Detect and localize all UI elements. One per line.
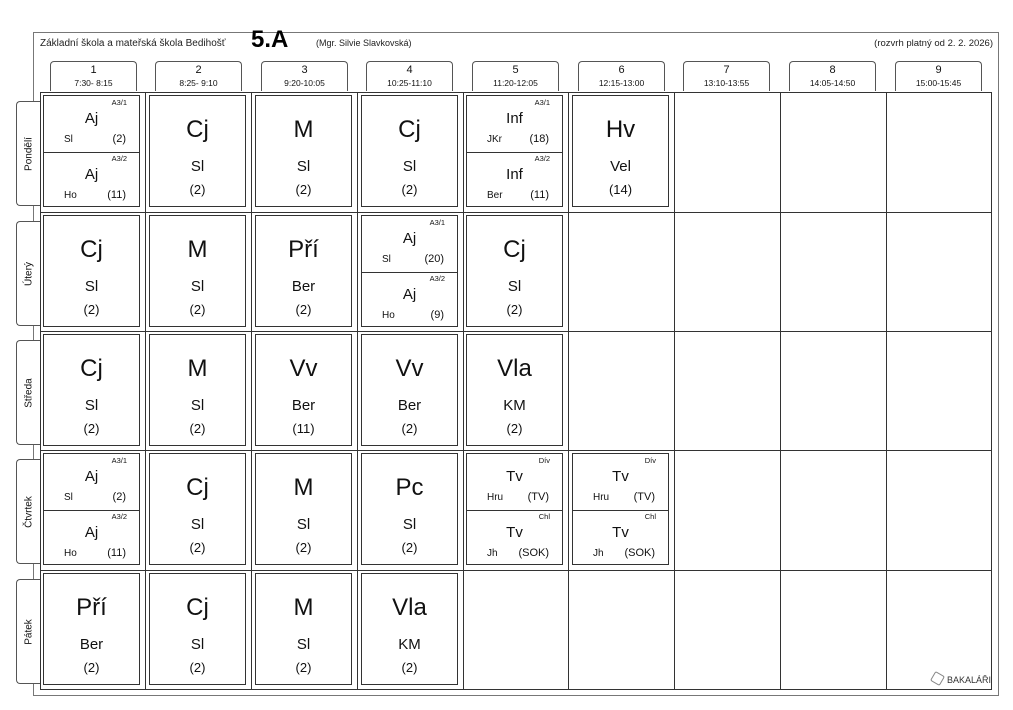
grid-line — [357, 92, 358, 690]
day-label-friday: Pátek — [16, 579, 40, 684]
period-header-8: 8 14:05-14:50 — [789, 61, 876, 91]
period-header-3: 3 9:20-10:05 — [261, 61, 348, 91]
class-teacher: (Mgr. Silvie Slavkovská) — [316, 38, 412, 48]
grid-line — [40, 570, 992, 571]
lesson-cell[interactable] — [466, 453, 563, 565]
class-name: 5.A — [251, 26, 289, 53]
lesson-cell[interactable]: M Sl (2) — [255, 453, 352, 565]
hexagon-icon — [930, 671, 945, 686]
period-header-4: 4 10:25-11:10 — [366, 61, 453, 91]
grid-line — [40, 450, 992, 451]
grid-line — [568, 92, 569, 690]
day-label-thursday: Čtvrtek — [16, 459, 40, 564]
lesson-cell[interactable]: Hv Vel (14) — [572, 95, 669, 207]
grid-line — [40, 212, 992, 213]
lesson-cell[interactable]: Cj Sl (2) — [149, 573, 246, 685]
lesson-cell[interactable] — [466, 95, 563, 207]
lesson-cell[interactable]: Cj Sl (2) — [149, 95, 246, 207]
lesson-group: A3/1 Aj Sl (2) — [44, 96, 139, 153]
grid-line — [674, 92, 675, 690]
bakalari-logo: BAKALÁŘI — [932, 673, 991, 685]
lesson-cell[interactable]: M Sl (2) — [255, 573, 352, 685]
lesson-cell[interactable]: Vv Ber (11) — [255, 334, 352, 446]
lesson-cell[interactable]: Pří Ber (2) — [43, 573, 140, 685]
period-header-1: 1 7:30- 8:15 — [50, 61, 137, 91]
lesson-cell[interactable] — [361, 215, 458, 327]
day-label-tuesday: Úterý — [16, 221, 40, 326]
period-header-7: 7 13:10-13:55 — [683, 61, 770, 91]
lesson-cell[interactable]: Cj Sl (2) — [43, 334, 140, 446]
lesson-group: A3/2 Aj Ho (11) — [64, 512, 127, 559]
lesson-cell[interactable]: Vla KM (2) — [361, 573, 458, 685]
lesson-cell[interactable]: M Sl (2) — [149, 215, 246, 327]
lesson-cell[interactable]: Cj Sl (2) — [149, 453, 246, 565]
school-name: Základní škola a mateřská škola Bedihošť — [40, 38, 226, 49]
day-label-wednesday: Středa — [16, 340, 40, 445]
lesson-cell[interactable]: Cj Sl (2) — [466, 215, 563, 327]
validity-date: (rozvrh platný od 2. 2. 2026) — [874, 38, 993, 49]
grid-line — [40, 331, 992, 332]
lesson-cell[interactable] — [43, 453, 140, 565]
lesson-cell[interactable]: Cj Sl (2) — [361, 95, 458, 207]
lesson-cell[interactable]: Vla KM (2) — [466, 334, 563, 446]
lesson-group: A3/2 Aj Ho (9) — [382, 274, 445, 321]
grid-line — [251, 92, 252, 690]
lesson-cell[interactable]: Pc Sl (2) — [361, 453, 458, 565]
grid-line — [463, 92, 464, 690]
period-header-5: 5 11:20-12:05 — [472, 61, 559, 91]
lesson-cell[interactable]: Cj Sl (2) — [43, 215, 140, 327]
grid-line — [886, 92, 887, 690]
period-header-9: 9 15:00-15:45 — [895, 61, 982, 91]
period-header-6: 6 12:15-13:00 — [578, 61, 665, 91]
lesson-cell[interactable]: M Sl (2) — [255, 95, 352, 207]
lesson-cell[interactable]: M Sl (2) — [149, 334, 246, 446]
grid-line — [780, 92, 781, 690]
day-label-monday: Pondělí — [16, 101, 40, 206]
period-header-2: 2 8:25- 9:10 — [155, 61, 242, 91]
lesson-cell[interactable] — [572, 453, 669, 565]
lesson-group: A3/2 Inf Ber (11) — [487, 154, 550, 201]
lesson-group: A3/1 Aj Sl (2) — [44, 454, 139, 511]
grid-line — [145, 92, 146, 690]
lesson-cell[interactable]: Pří Ber (2) — [255, 215, 352, 327]
lesson-cell[interactable] — [43, 95, 140, 207]
lesson-cell[interactable]: Vv Ber (2) — [361, 334, 458, 446]
lesson-group: Chl Tv Jh (SOK) — [487, 512, 550, 559]
lesson-group: A3/1 Inf JKr (18) — [467, 96, 562, 153]
lesson-group: A3/2 Aj Ho (11) — [64, 154, 127, 201]
lesson-group: Dív Tv Hru (TV) — [467, 454, 562, 511]
lesson-group: A3/1 Aj Sl (20) — [362, 216, 457, 273]
lesson-group: Dív Tv Hru (TV) — [573, 454, 668, 511]
lesson-group: Chl Tv Jh (SOK) — [593, 512, 656, 559]
